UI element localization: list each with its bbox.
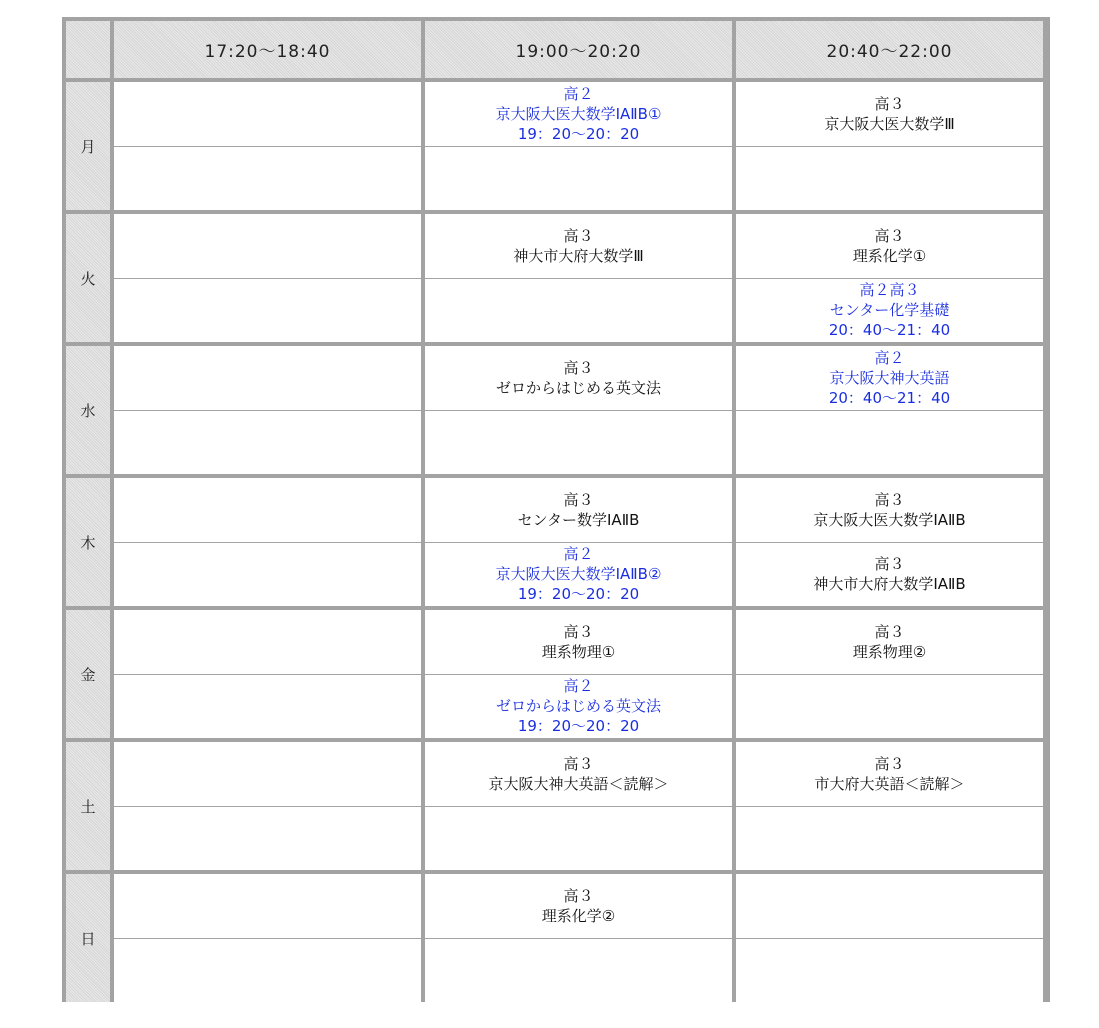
class-grade: 高２ (563, 84, 594, 103)
class-entry (425, 874, 732, 939)
class-entry (736, 742, 1043, 807)
class-name: 神大市大府大数学ⅠAⅡB (813, 575, 966, 594)
empty-slot (114, 346, 421, 411)
slot-cell (736, 214, 1043, 342)
class-grade: 高２ (563, 677, 594, 696)
slot-cell (425, 346, 732, 474)
class-time: 19：20～20：20 (517, 717, 640, 736)
empty-slot (114, 543, 421, 607)
slot-cell (425, 874, 732, 1002)
time-slot-header: 19:00～20:20 (425, 21, 732, 78)
slot-cell (114, 346, 421, 474)
class-grade: 高２ (874, 348, 905, 367)
day-label: 水 (66, 346, 110, 474)
time-slot-header: 20:40～22:00 (736, 21, 1043, 78)
slot-cell (114, 214, 421, 342)
empty-slot (114, 874, 421, 939)
class-name: 京大阪大医大数学ⅠAⅡB① (495, 104, 662, 123)
class-entry (425, 610, 732, 675)
class-name: 市大府大英語＜読解＞ (814, 774, 965, 793)
empty-slot (114, 478, 421, 543)
class-name: 理系物理① (541, 642, 616, 661)
class-grade: 高３ (874, 622, 905, 641)
class-time: 20：40～21：40 (828, 388, 951, 407)
empty-slot (425, 411, 732, 475)
class-name: センター化学基礎 (829, 301, 950, 320)
slot-cell (114, 610, 421, 738)
timetable (62, 17, 1050, 1002)
class-name: センター数学ⅠAⅡB (517, 510, 640, 529)
class-name: ゼロからはじめる英文法 (495, 378, 661, 397)
day-row (66, 478, 1050, 606)
class-entry (736, 543, 1043, 607)
class-grade: 高３ (874, 490, 905, 509)
slot-cell (114, 874, 421, 1002)
header-row (66, 21, 1050, 78)
day-rows (66, 82, 1050, 1002)
slot-cell (736, 742, 1043, 870)
slot-cell (114, 742, 421, 870)
empty-slot (114, 214, 421, 279)
class-entry (736, 610, 1043, 675)
day-row (66, 610, 1050, 738)
class-entry (425, 742, 732, 807)
class-entry (425, 346, 732, 411)
class-time: 19：20～20：20 (517, 585, 640, 604)
empty-slot (425, 939, 732, 1003)
empty-slot (736, 411, 1043, 475)
class-name: 京大阪大神大英語＜読解＞ (488, 774, 669, 793)
day-label: 土 (66, 742, 110, 870)
class-entry (736, 478, 1043, 543)
class-grade: 高３ (563, 358, 594, 377)
day-label: 火 (66, 214, 110, 342)
class-name: 理系物理② (852, 642, 927, 661)
class-name: 京大阪大医大数学ⅠAⅡB② (495, 565, 662, 584)
empty-slot (114, 742, 421, 807)
empty-slot (736, 675, 1043, 739)
empty-slot (114, 82, 421, 147)
empty-slot (736, 939, 1043, 1003)
slot-cell (425, 214, 732, 342)
class-time: 19：20～20：20 (517, 124, 640, 143)
slot-cell (736, 478, 1043, 606)
class-name: 京大阪大医大数学ⅠAⅡB (813, 510, 966, 529)
empty-slot (114, 147, 421, 211)
empty-slot (425, 807, 732, 871)
slot-cell (425, 82, 732, 210)
time-slot-header: 17:20～18:40 (114, 21, 421, 78)
day-row (66, 742, 1050, 870)
empty-slot (425, 279, 732, 343)
class-grade: 高３ (563, 754, 594, 773)
empty-slot (736, 874, 1043, 939)
class-name: 理系化学① (852, 246, 927, 265)
empty-slot (736, 147, 1043, 211)
day-row (66, 346, 1050, 474)
class-entry (425, 478, 732, 543)
class-entry (736, 279, 1043, 343)
slot-cell (736, 346, 1043, 474)
empty-slot (114, 939, 421, 1003)
slot-cell (736, 610, 1043, 738)
slot-cell (736, 82, 1043, 210)
slot-cell (425, 742, 732, 870)
class-grade: 高２ (563, 545, 594, 564)
class-grade: 高３ (563, 490, 594, 509)
class-entry (425, 214, 732, 279)
class-entry (736, 82, 1043, 147)
class-entry (736, 346, 1043, 411)
class-grade: 高３ (563, 226, 594, 245)
day-label: 木 (66, 478, 110, 606)
empty-slot (114, 279, 421, 343)
class-grade: 高３ (874, 555, 905, 574)
empty-slot (425, 147, 732, 211)
class-entry (425, 82, 732, 147)
slot-cell (736, 874, 1043, 1002)
day-row (66, 214, 1050, 342)
class-name: ゼロからはじめる英文法 (495, 697, 661, 716)
class-name: 理系化学② (541, 906, 616, 925)
class-grade: 高３ (563, 622, 594, 641)
empty-slot (114, 411, 421, 475)
empty-slot (114, 610, 421, 675)
slot-cell (114, 478, 421, 606)
class-name: 京大阪大神大英語 (829, 368, 950, 387)
class-entry (736, 214, 1043, 279)
class-grade: 高３ (874, 226, 905, 245)
class-grade: 高３ (874, 754, 905, 773)
empty-slot (114, 807, 421, 871)
day-label: 月 (66, 82, 110, 210)
class-entry (425, 543, 732, 607)
class-time: 20：40～21：40 (828, 321, 951, 340)
class-grade: 高３ (563, 886, 594, 905)
slot-cell (425, 610, 732, 738)
class-grade: 高３ (874, 94, 905, 113)
corner-cell (66, 21, 110, 78)
empty-slot (114, 675, 421, 739)
day-label: 金 (66, 610, 110, 738)
day-row (66, 874, 1050, 1002)
day-row (66, 82, 1050, 210)
slot-cell (114, 82, 421, 210)
class-grade: 高２高３ (859, 281, 920, 300)
class-name: 京大阪大医大数学Ⅲ (824, 114, 955, 133)
day-label: 日 (66, 874, 110, 1002)
empty-slot (736, 807, 1043, 871)
class-entry (425, 675, 732, 739)
class-name: 神大市大府大数学Ⅲ (513, 246, 644, 265)
slot-cell (425, 478, 732, 606)
